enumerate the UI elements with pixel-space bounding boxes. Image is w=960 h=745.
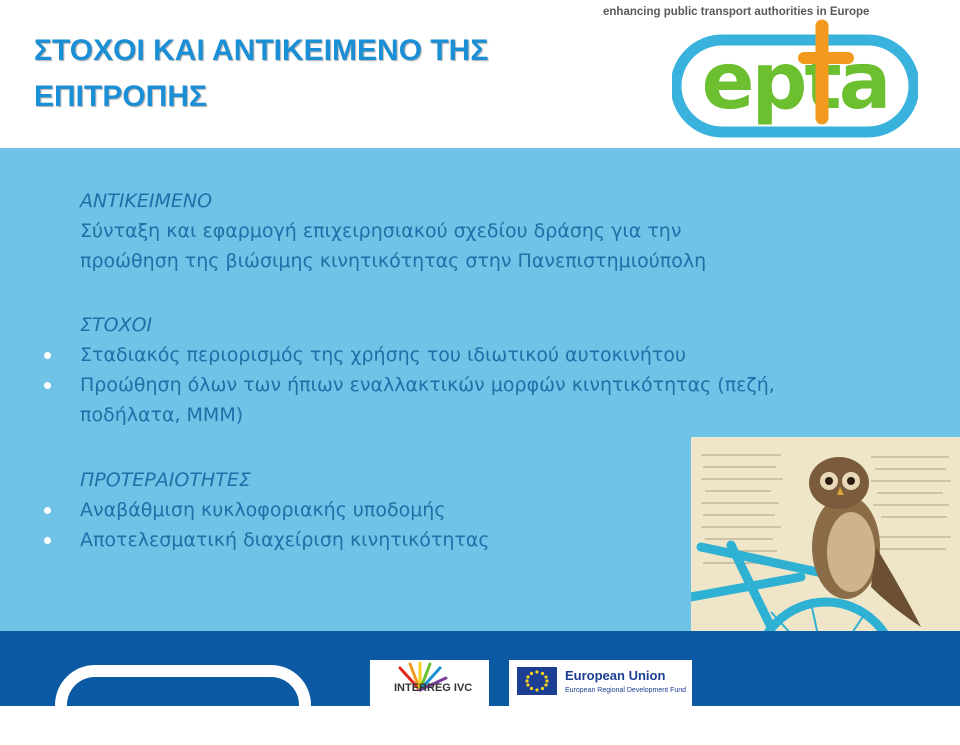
interreg-label: INTERREG IVC bbox=[394, 682, 473, 694]
goal-item-text-continuation: ποδήλατα, ΜΜΜ) bbox=[80, 404, 244, 426]
goal-item-text: Σταδιακός περιορισμός της χρήσης του ιδιωτικού αυτοκινήτου bbox=[80, 344, 686, 366]
goal-item bbox=[80, 370, 775, 400]
eu-flag-icon bbox=[517, 667, 557, 695]
priorities-heading: ΠΡΟΤΕΡΑΙΟΤΗΤΕΣ bbox=[80, 469, 251, 491]
priority-item-text: Αποτελεσματική διαχείριση κινητικότητας bbox=[80, 529, 490, 551]
goals-section bbox=[80, 310, 775, 430]
bullet-icon bbox=[44, 507, 51, 514]
priority-item bbox=[80, 495, 490, 525]
page-title-line-2: ΕΠΙΤΡΟΠΗΣ bbox=[34, 80, 208, 113]
footer-logo-ring-icon bbox=[55, 665, 311, 745]
object-section bbox=[80, 186, 706, 276]
object-text-line: προώθηση της βιώσιμης κινητικότητας στην Πανεπιστημιούπολη bbox=[80, 250, 707, 272]
interreg-logo bbox=[370, 660, 489, 706]
priorities-section bbox=[80, 465, 490, 555]
page-title-line-1: ΣΤΟΧΟΙ ΚΑΙ ΑΝΤΙΚΕΙΜΕΝΟ ΤΗΣ bbox=[34, 34, 489, 67]
goal-item bbox=[80, 340, 775, 370]
footer-bar bbox=[0, 631, 960, 706]
epta-wordmark: epta bbox=[701, 37, 889, 127]
epta-logo-icon bbox=[672, 18, 918, 138]
priority-item bbox=[80, 525, 490, 555]
eu-subtitle: European Regional Development Fund bbox=[565, 687, 687, 694]
goal-item-text: Προώθηση όλων των ήπιων εναλλακτικών μορφών κινητικότητας (πεζή, bbox=[80, 374, 775, 396]
bullet-icon bbox=[44, 352, 51, 359]
epta-tagline: enhancing public transport authorities in Europe bbox=[603, 6, 870, 18]
goals-heading: ΣΤΟΧΟΙ bbox=[80, 314, 153, 336]
object-text-line: Σύνταξη και εφαρμογή επιχειρησιακού σχεδίου δράσης για την bbox=[80, 220, 682, 242]
page-title bbox=[34, 28, 574, 120]
bullet-icon bbox=[44, 537, 51, 544]
object-heading: ΑΝΤΙΚΕΙΜΕΝΟ bbox=[80, 190, 213, 212]
header bbox=[0, 0, 960, 148]
bullet-icon bbox=[44, 382, 51, 389]
eu-title: European Union bbox=[565, 668, 666, 683]
priority-item-text: Αναβάθμιση κυκλοφοριακής υποδομής bbox=[80, 499, 446, 521]
eu-logo bbox=[509, 660, 692, 706]
